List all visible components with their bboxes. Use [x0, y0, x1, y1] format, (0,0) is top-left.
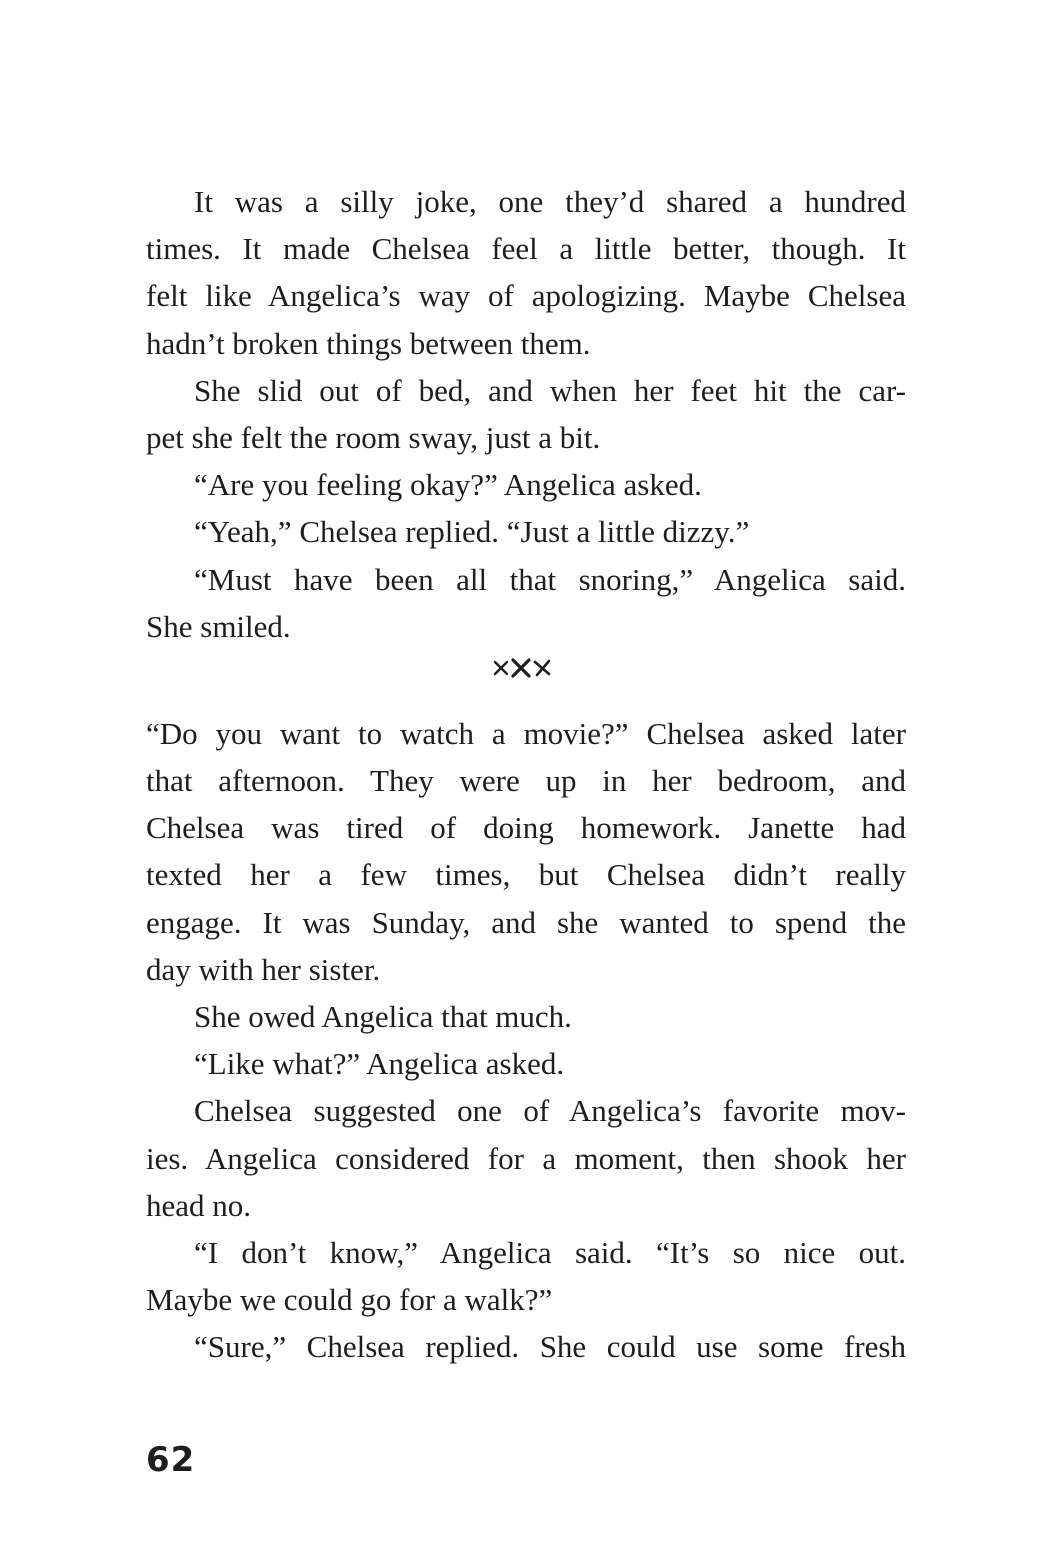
text-line: engage. It was Sunday, and she wanted to spend the [146, 904, 906, 940]
text-line: Maybe we could go for a walk?” [146, 1282, 553, 1318]
text-line: “Must have been all that snoring,” Angelica said. [194, 561, 906, 597]
text-line: It was a silly joke, one they’d shared a hundred [194, 184, 906, 219]
text-line: Chelsea suggested one of Angelica’s favorite mov- [194, 1093, 906, 1129]
text-line: times. It made Chelsea feel a little better, though. It [146, 231, 906, 267]
text-line: She smiled. [146, 608, 291, 644]
text-line: She slid out of bed, and when her feet hit the car- [194, 372, 906, 408]
text-line: Chelsea was tired of doing homework. Janette had [146, 810, 906, 846]
text-line: She owed Angelica that much. [194, 999, 572, 1034]
text-line: “Do you want to watch a movie?” Chelsea asked later [146, 715, 906, 751]
section-break [146, 650, 906, 710]
page-body [146, 178, 906, 1371]
text-line: “Yeah,” Chelsea replied. “Just a little dizzy.” [194, 514, 750, 550]
text-line: that afternoon. They were up in her bedroom, and [146, 763, 906, 799]
text-line: “Like what?” Angelica asked. [194, 1046, 565, 1082]
text-line: “Are you feeling okay?” Angelica asked. [194, 467, 702, 503]
text-line: hadn’t broken things between them. [146, 325, 591, 361]
text-line: felt like Angelica’s way of apologizing. Maybe Chelsea [146, 278, 906, 314]
text-line: “I don’t know,” Angelica said. “It’s so nice out. [194, 1234, 906, 1270]
triple-x-ornament-icon [491, 654, 557, 680]
text-line: texted her a few times, but Chelsea didn’t really [146, 857, 906, 893]
page-number: 62 [146, 1440, 196, 1480]
text-line: ies. Angelica considered for a moment, then shook her [146, 1140, 906, 1176]
text-line: head no. [146, 1187, 252, 1223]
text-line: day with her sister. [146, 951, 381, 987]
text-line: “Sure,” Chelsea replied. She could use some fresh [194, 1329, 906, 1365]
text-line: pet she felt the room sway, just a bit. [146, 419, 601, 455]
